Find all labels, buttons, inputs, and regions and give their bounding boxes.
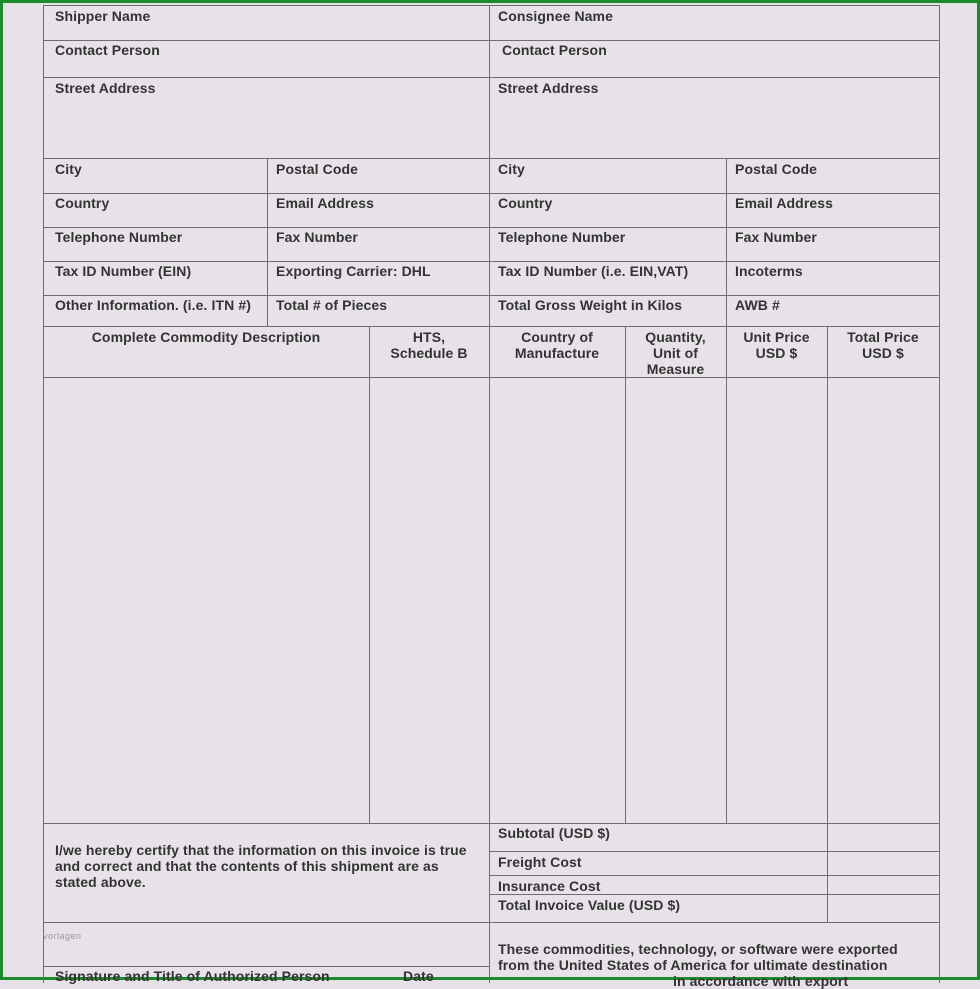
rule bbox=[43, 823, 939, 824]
incoterms-label: Incoterms bbox=[735, 263, 803, 279]
watermark: vorlagen bbox=[43, 931, 82, 941]
consignee-street-label: Street Address bbox=[498, 80, 599, 96]
rule bbox=[43, 227, 939, 228]
shipper-email-label: Email Address bbox=[276, 195, 375, 211]
shipper-postal-label: Postal Code bbox=[276, 161, 359, 177]
shipper-telephone-label: Telephone Number bbox=[55, 229, 183, 245]
total-invoice-value-label: Total Invoice Value (USD $) bbox=[498, 897, 681, 913]
col-total-price-header-2: USD $ bbox=[862, 345, 904, 361]
col-unit-price-header-2: USD $ bbox=[755, 345, 798, 361]
consignee-postal-label: Postal Code bbox=[735, 161, 818, 177]
shipper-street-label: Street Address bbox=[55, 80, 156, 96]
consignee-contact-label: Contact Person bbox=[502, 42, 607, 58]
rule bbox=[43, 377, 939, 378]
certification-line-2: and correct and that the contents of this shipment are as bbox=[55, 858, 439, 874]
col-country-header-2: Manufacture bbox=[514, 345, 600, 361]
rule bbox=[489, 894, 939, 895]
col-quantity-header-1: Quantity, bbox=[645, 329, 706, 345]
col-country-header-1: Country of bbox=[521, 329, 593, 345]
date-label: Date bbox=[403, 968, 434, 984]
rule bbox=[939, 5, 940, 983]
col-quantity-header-2: Unit of bbox=[652, 345, 699, 361]
rule bbox=[43, 326, 939, 327]
export-statement-line-1: These commodities, technology, or software were exported bbox=[498, 941, 898, 957]
consignee-tax-id-label: Tax ID Number (i.e. EIN,VAT) bbox=[498, 263, 689, 279]
consignee-city-label: City bbox=[498, 161, 525, 177]
export-statement-line-2: from the United States of America for ultimate destination bbox=[498, 957, 888, 973]
rule bbox=[489, 5, 490, 983]
shipper-contact-label: Contact Person bbox=[55, 42, 160, 58]
shipper-city-label: City bbox=[55, 161, 82, 177]
consignee-name-label: Consignee Name bbox=[498, 8, 613, 24]
rule bbox=[43, 193, 939, 194]
rule bbox=[43, 158, 939, 159]
rule bbox=[726, 326, 727, 823]
awb-label: AWB # bbox=[735, 297, 780, 313]
shipper-name-label: Shipper Name bbox=[55, 8, 151, 24]
rule bbox=[43, 295, 939, 296]
certification-line-1: I/we hereby certify that the information on this invoice is true bbox=[55, 842, 467, 858]
signature-label: Signature and Title of Authorized Person bbox=[55, 968, 330, 984]
shipper-country-label: Country bbox=[55, 195, 110, 211]
col-unit-price-header-1: Unit Price bbox=[743, 329, 810, 345]
total-pieces-label: Total # of Pieces bbox=[276, 297, 388, 313]
freight-cost-label: Freight Cost bbox=[498, 854, 582, 870]
rule bbox=[369, 326, 370, 823]
rule bbox=[43, 40, 939, 41]
consignee-fax-label: Fax Number bbox=[735, 229, 817, 245]
rule bbox=[43, 922, 939, 923]
rule bbox=[489, 875, 939, 876]
col-total-price-header-1: Total Price bbox=[847, 329, 919, 345]
insurance-cost-label: Insurance Cost bbox=[498, 878, 601, 894]
rule bbox=[43, 261, 939, 262]
rule bbox=[489, 851, 939, 852]
shipper-tax-id-label: Tax ID Number (EIN) bbox=[55, 263, 192, 279]
subtotal-label: Subtotal (USD $) bbox=[498, 825, 611, 841]
col-hts-header-1: HTS, bbox=[412, 329, 446, 345]
col-hts-header-2: Schedule B bbox=[390, 345, 468, 361]
shipper-fax-label: Fax Number bbox=[276, 229, 358, 245]
gross-weight-label: Total Gross Weight in Kilos bbox=[498, 297, 683, 313]
exporting-carrier-label: Exporting Carrier: DHL bbox=[276, 263, 431, 279]
rule bbox=[43, 966, 489, 967]
rule bbox=[43, 5, 44, 983]
rule bbox=[267, 158, 268, 326]
col-quantity-header-3: Measure bbox=[646, 361, 705, 377]
rule bbox=[827, 326, 828, 922]
certification-line-3: stated above. bbox=[55, 874, 146, 890]
col-description-header: Complete Commodity Description bbox=[91, 329, 321, 345]
rule bbox=[43, 5, 939, 6]
rule bbox=[43, 77, 939, 78]
consignee-telephone-label: Telephone Number bbox=[498, 229, 626, 245]
consignee-email-label: Email Address bbox=[735, 195, 834, 211]
export-statement-line-3: in accordance with export bbox=[673, 973, 849, 989]
rule bbox=[625, 326, 626, 823]
rule bbox=[726, 158, 727, 326]
other-information-label: Other Information. (i.e. ITN #) bbox=[55, 297, 251, 313]
consignee-country-label: Country bbox=[498, 195, 553, 211]
